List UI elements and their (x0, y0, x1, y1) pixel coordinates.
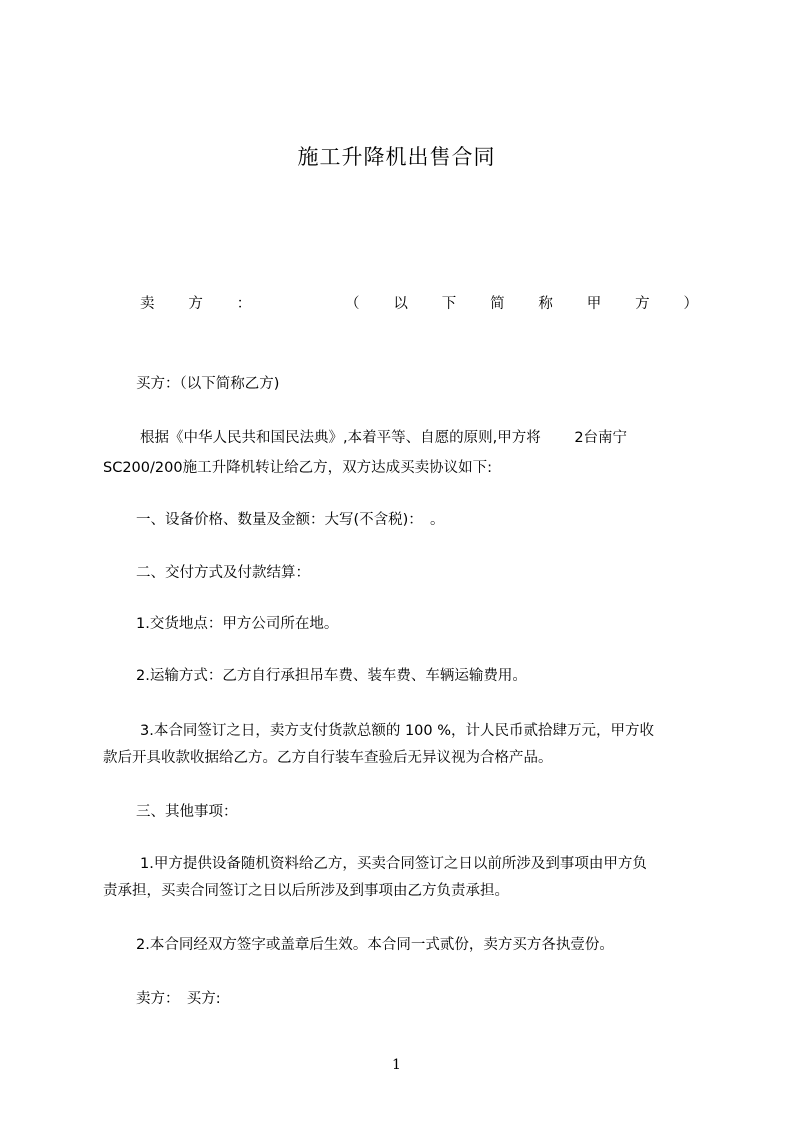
seller-char: 卖 (140, 296, 155, 312)
section-1-heading: 一、设备价格、数量及金额：大写(不含税)： 。 (136, 512, 445, 528)
seller-char: 甲 (586, 296, 602, 312)
item-2-3-line-2: 款后开具收款收据给乙方。乙方自行装车查验后无异议视为合格产品。 (103, 750, 553, 766)
item-3-1-line-1: 1.甲方提供设备随机资料给乙方，买卖合同签订之日以前所涉及到事项由甲方负 (140, 856, 647, 872)
seller-char: 下 (441, 296, 457, 312)
contract-title: 施工升降机出售合同 (297, 145, 496, 169)
seller-char: 方 (188, 296, 203, 312)
section-3-heading: 三、其他事项： (136, 804, 238, 820)
item-2-2: 2.运输方式：乙方自行承担吊车费、装车费、车辆运输费用。 (136, 668, 527, 684)
seller-char: ） (683, 296, 698, 312)
seller-char: 以 (393, 296, 408, 312)
item-3-1-line-2: 责承担，买卖合同签订之日以后所涉及到事项由乙方负责承担。 (103, 883, 509, 899)
intro-line-2: SC200/200施工升降机转让给乙方，双方达成买卖协议如下: (103, 460, 492, 476)
page-number: 1 (392, 1057, 401, 1073)
intro-line-1: 根据《中华人民共和国民法典》,本着平等、自愿的原则,甲方将 2台南宁 (140, 430, 628, 446)
seller-char: 称 (538, 296, 553, 312)
item-2-3-line-1: 3.本合同签订之日，卖方支付货款总额的 100 %，计人民币贰拾肆万元，甲方收 (140, 723, 655, 739)
buyer-line: 买方：（以下简称乙方) (136, 376, 280, 392)
seller-char: 方 (635, 296, 650, 312)
item-3-2: 2.本合同经双方签字或盖章后生效。本合同一式贰份，卖方买方各执壹份。 (136, 937, 614, 953)
seller-char: （ (345, 296, 360, 312)
item-2-1: 1.交货地点：甲方公司所在地。 (136, 616, 339, 632)
signature-line: 卖方： 买方: (136, 991, 221, 1007)
seller-char: ： (236, 296, 252, 312)
section-2-heading: 二、交付方式及付款结算： (136, 565, 310, 581)
seller-char: 简 (490, 296, 505, 312)
seller-line (140, 292, 698, 313)
